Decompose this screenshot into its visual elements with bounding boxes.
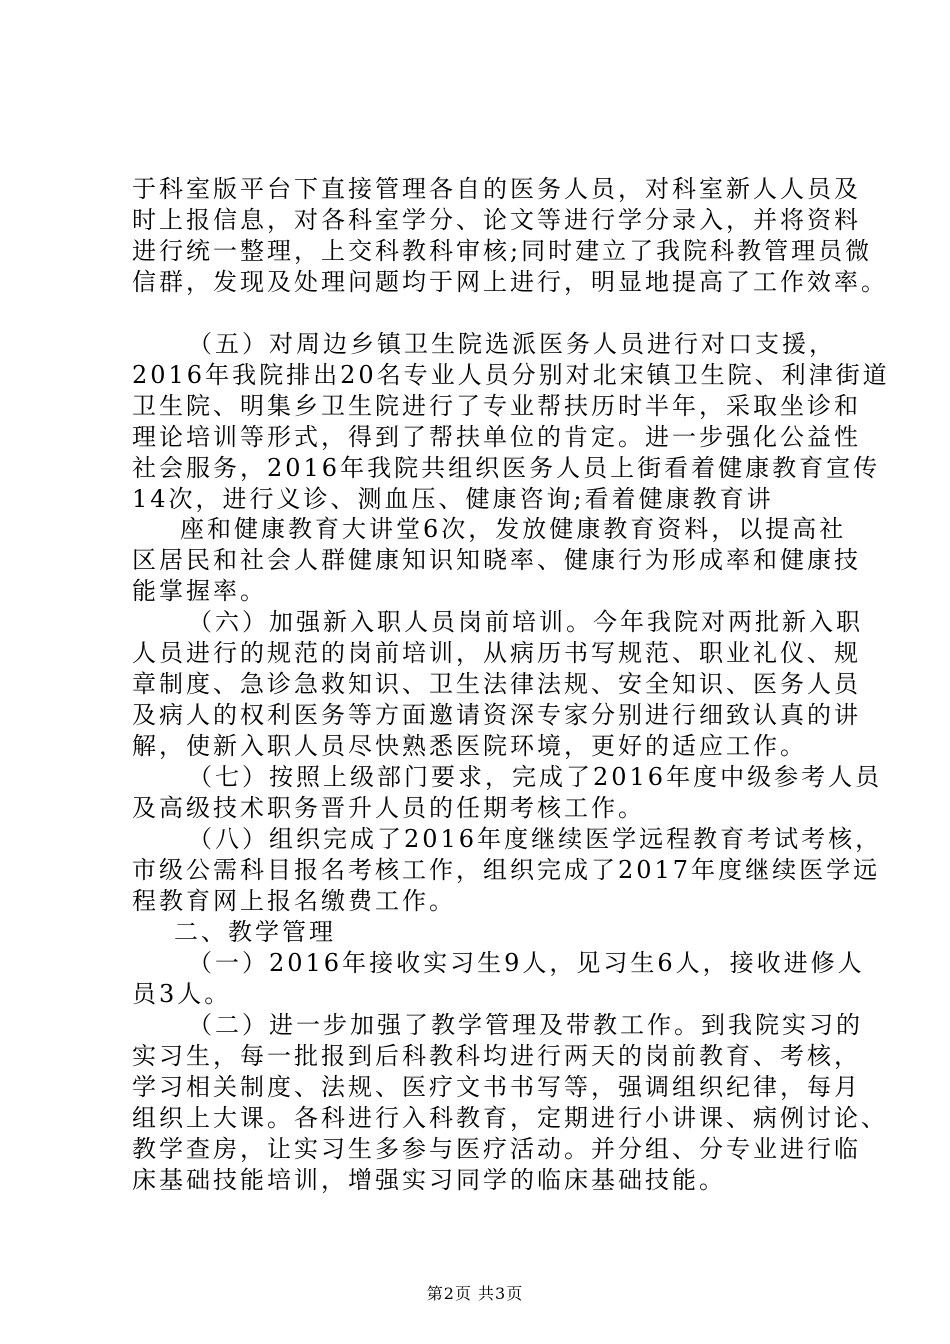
paragraph-item-5 bbox=[132, 329, 890, 515]
text-line: （二）进一步加强了教学管理及带教工作。到我院实习的 bbox=[188, 1011, 863, 1039]
text-line: 时上报信息，对各科室学分、论文等进行学分录入，并将资料 bbox=[132, 206, 861, 234]
text-line: 及高级技术职务晋升人员的任期考核工作。 bbox=[132, 794, 645, 822]
page-number-footer: 第2页 共3页 bbox=[426, 1284, 524, 1303]
text-line: 社会服务，2016年我院共组织医务人员上街看着健康教育宣传 bbox=[132, 454, 881, 482]
text-line: 进行统一整理，上交科教科审核;同时建立了我院科教管理员微 bbox=[132, 237, 873, 265]
text-line: 信群，发现及处理问题均于网上进行，明显地提高了工作效率。 bbox=[132, 268, 888, 296]
text-line: （六）加强新入职人员岗前培训。今年我院对两批新入职 bbox=[188, 608, 863, 636]
text-line: 能掌握率。 bbox=[132, 577, 267, 605]
text-line: 区居民和社会人群健康知识知晓率、健康行为形成率和健康技 bbox=[132, 546, 861, 574]
text-line: 章制度、急诊急救知识、卫生法律法规、安全知识、医务人员 bbox=[132, 670, 861, 698]
text-line: 2016年我院排出20名专业人员分别对北宋镇卫生院、利津街道 bbox=[132, 361, 890, 389]
text-line: 学习相关制度、法规、医疗文书书写等，强调组织纪律，每月 bbox=[132, 1073, 861, 1101]
paragraph-item-5-continued bbox=[132, 514, 861, 607]
text-line: 组织上大课。各科进行入科教育，定期进行小讲课、病例讨论、 bbox=[132, 1104, 888, 1132]
text-line: （七）按照上级部门要求，完成了2016年度中级参考人员 bbox=[188, 763, 883, 791]
section-heading-text: 二、教学管理 bbox=[174, 918, 336, 946]
text-line: 14次，进行义诊、测血压、健康咨询;看着健康教育讲 bbox=[132, 485, 774, 513]
text-line: 教学查房，让实习生多参与医疗活动。并分组、分专业进行临 bbox=[132, 1135, 861, 1163]
text-line: 员3人。 bbox=[132, 980, 232, 1008]
text-line: 座和健康教育大讲堂6次，发放健康教育资料，以提高社 bbox=[180, 515, 847, 543]
paragraph-intro-continued bbox=[132, 174, 888, 298]
text-line: 及病人的权利医务等方面邀请资深专家分别进行细致认真的讲 bbox=[132, 701, 861, 729]
text-line: 市级公需科目报名考核工作，组织完成了2017年度继续医学远 bbox=[132, 856, 881, 884]
text-line: （八）组织完成了2016年度继续医学远程教育考试考核， bbox=[188, 825, 883, 853]
text-line: 程教育网上报名缴费工作。 bbox=[132, 887, 456, 915]
text-line: 实习生，每一批报到后科教科均进行两天的岗前教育、考核， bbox=[132, 1042, 861, 1070]
section-heading-teaching bbox=[132, 917, 832, 948]
text-line: 解，使新入职人员尽快熟悉医院环境，更好的适应工作。 bbox=[132, 732, 807, 760]
text-line: 于科室版平台下直接管理各自的医务人员，对科室新人人员及 bbox=[132, 175, 861, 203]
text-line: 床基础技能培训，增强实习同学的临床基础技能。 bbox=[132, 1166, 726, 1194]
text-line: 人员进行的规范的岗前培训，从病历书写规范、职业礼仪、规 bbox=[132, 639, 861, 667]
paragraph-item-8 bbox=[132, 824, 883, 917]
paragraph-item-6 bbox=[132, 607, 863, 762]
paragraph-item-7 bbox=[132, 762, 883, 824]
text-line: 卫生院、明集乡卫生院进行了专业帮扶历时半年，采取坐诊和 bbox=[132, 392, 861, 420]
text-line: 理论培训等形式，得到了帮扶单位的肯定。进一步强化公益性 bbox=[132, 423, 861, 451]
text-line: （五）对周边乡镇卫生院选派医务人员进行对口支援， bbox=[188, 330, 836, 358]
paragraph-teach-2 bbox=[132, 1010, 888, 1196]
paragraph-teach-1 bbox=[132, 948, 865, 1010]
text-line: （一）2016年接收实习生9人，见习生6人，接收进修人 bbox=[188, 949, 865, 977]
